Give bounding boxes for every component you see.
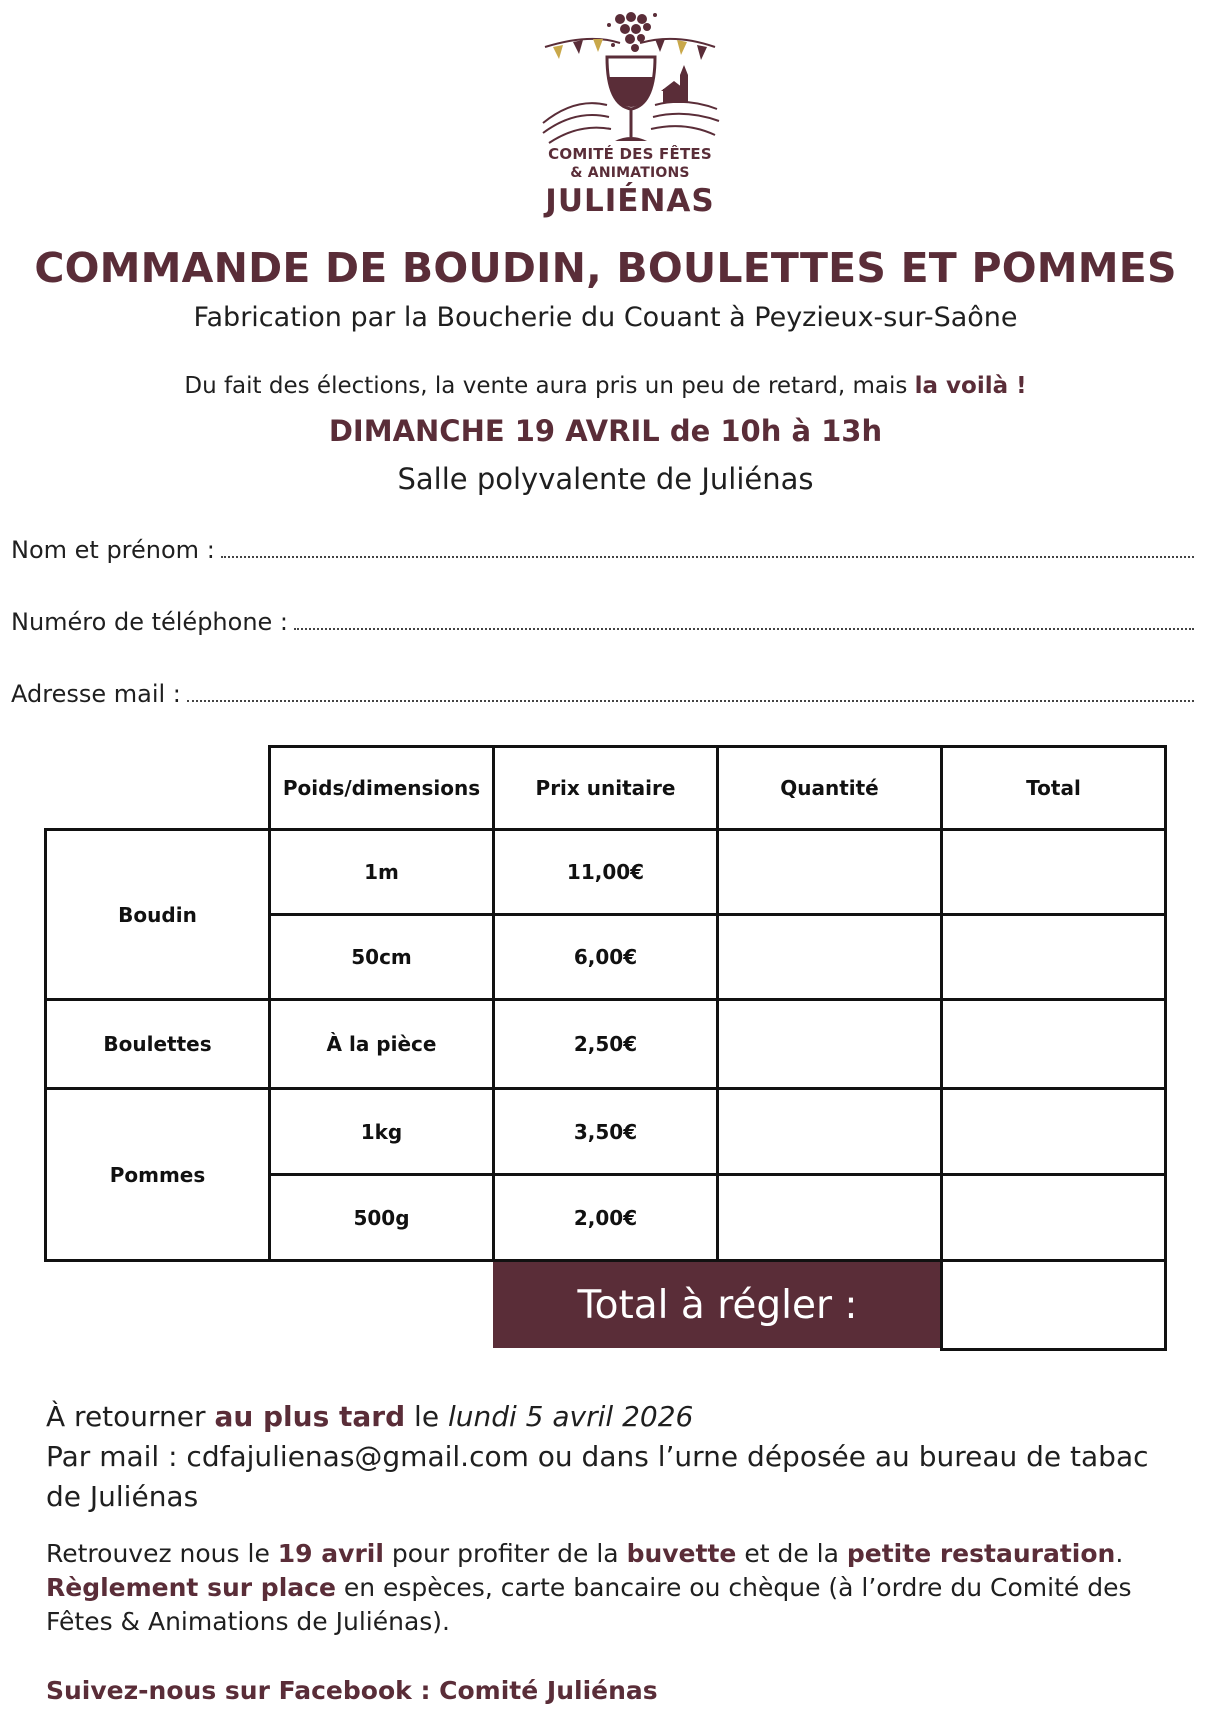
total-cell[interactable] xyxy=(940,998,1167,1090)
price-cell: 2,00€ xyxy=(492,1173,719,1262)
info-text-3: et de la xyxy=(736,1539,847,1568)
total-cell[interactable] xyxy=(940,1087,1167,1176)
product-name-pommes: Pommes xyxy=(44,1087,271,1262)
page-subtitle: Fabrication par la Boucherie du Couant à Peyzieux-sur-Saône xyxy=(193,302,1018,333)
size-cell: 50cm xyxy=(268,913,495,1001)
quantity-cell[interactable] xyxy=(716,913,943,1001)
name-field-line[interactable] xyxy=(221,556,1194,558)
logo-text-line1: COMITÉ DES FÊTES xyxy=(548,145,712,163)
size-cell: À la pièce xyxy=(268,998,495,1090)
info-text-1: Retrouvez nous le xyxy=(46,1539,278,1568)
payment-text: en espèces, carte bancaire ou chèque (à l’ordre du Comité des Fêtes & Animations de Juliénas). xyxy=(46,1573,1132,1636)
quantity-cell[interactable] xyxy=(716,828,943,916)
total-due-label: Total à régler : xyxy=(493,1262,942,1348)
total-cell[interactable] xyxy=(940,1173,1167,1262)
return-instructions xyxy=(46,1397,1176,1517)
payment-info xyxy=(46,1571,1176,1639)
product-name-boudin: Boudin xyxy=(44,828,271,1001)
quantity-cell[interactable] xyxy=(716,1087,943,1176)
price-cell: 6,00€ xyxy=(492,913,719,1001)
committee-logo xyxy=(535,5,725,220)
column-header: Prix unitaire xyxy=(492,745,719,831)
name-field[interactable] xyxy=(11,536,1194,564)
logo-text-line2: & ANIMATIONS xyxy=(570,165,690,181)
quantity-cell[interactable] xyxy=(716,1173,943,1262)
email-field[interactable] xyxy=(11,680,1194,708)
size-cell: 1kg xyxy=(268,1087,495,1176)
return-mid: le xyxy=(405,1400,448,1433)
return-bold: au plus tard xyxy=(214,1400,406,1433)
column-header: Poids/dimensions xyxy=(268,745,495,831)
info-resto: petite restauration xyxy=(846,1539,1116,1568)
info-buvette: buvette xyxy=(626,1539,737,1568)
product-name-boulettes: Boulettes xyxy=(44,998,271,1090)
info-date: 19 avril xyxy=(277,1539,384,1568)
size-cell: 500g xyxy=(268,1173,495,1262)
facebook-link[interactable]: Suivez-nous sur Facebook : Comité Juliénas xyxy=(46,1676,658,1705)
email-field-label: Adresse mail : xyxy=(11,680,181,708)
return-date: lundi 5 avril 2026 xyxy=(447,1400,694,1433)
grand-total-cell[interactable] xyxy=(940,1259,1167,1351)
quantity-cell[interactable] xyxy=(716,998,943,1090)
return-mail-line: Par mail : cdfajulienas@gmail.com ou dans l’urne déposée au bureau de tabac de Juliénas xyxy=(46,1440,1149,1513)
event-info-line xyxy=(46,1537,1176,1571)
price-cell: 2,50€ xyxy=(492,998,719,1090)
phone-field-label: Numéro de téléphone : xyxy=(11,608,289,636)
name-field-label: Nom et prénom : xyxy=(11,536,215,564)
notice-text-bold: la voilà ! xyxy=(914,373,1027,399)
email-field-line[interactable] xyxy=(187,700,1194,702)
return-pre: À retourner xyxy=(46,1400,215,1433)
column-header: Total xyxy=(940,745,1167,831)
price-cell: 11,00€ xyxy=(492,828,719,916)
info-text-2: pour profiter de la xyxy=(383,1539,627,1568)
column-header: Quantité xyxy=(716,745,943,831)
notice-text-main: Du fait des élections, la vente aura pris un peu de retard, mais xyxy=(184,373,915,399)
total-cell[interactable] xyxy=(940,913,1167,1001)
logo-text-line3: JULIÉNAS xyxy=(545,183,715,219)
size-cell: 1m xyxy=(268,828,495,916)
price-cell: 3,50€ xyxy=(492,1087,719,1176)
phone-field[interactable] xyxy=(11,608,1194,636)
wine-glass-logo-icon xyxy=(535,5,725,150)
return-deadline xyxy=(46,1397,1176,1437)
event-venue: Salle polyvalente de Juliénas xyxy=(397,462,814,496)
phone-field-line[interactable] xyxy=(294,628,1194,630)
event-date: DIMANCHE 19 AVRIL de 10h à 13h xyxy=(328,414,883,448)
payment-bold: Règlement sur place xyxy=(46,1573,336,1602)
info-text-4: . xyxy=(1115,1539,1124,1568)
page-title: COMMANDE DE BOUDIN, BOULETTES ET POMMES xyxy=(34,244,1177,292)
event-info xyxy=(46,1537,1176,1639)
notice-text xyxy=(0,373,1211,399)
total-cell[interactable] xyxy=(940,828,1167,916)
